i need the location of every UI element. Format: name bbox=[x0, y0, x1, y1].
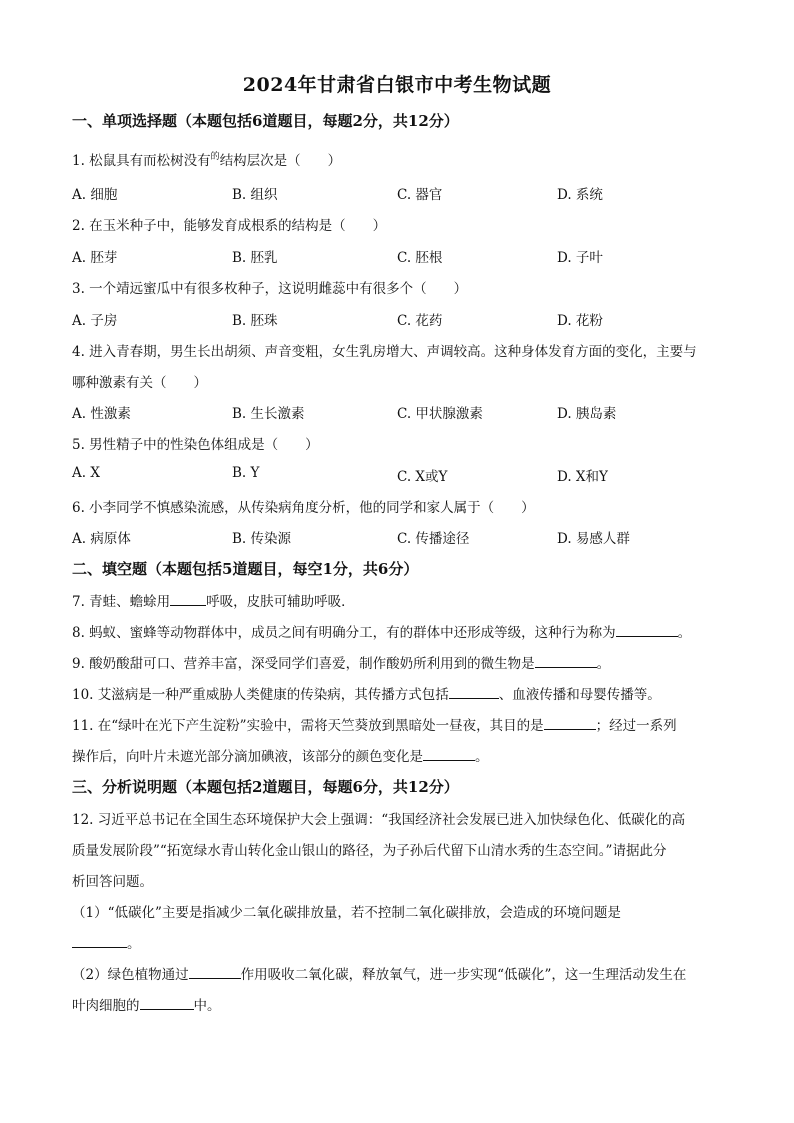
option-c[interactable]: C. 传播途径 bbox=[397, 531, 470, 547]
option-a[interactable]: A. X bbox=[72, 465, 100, 481]
question-10: 10. 艾滋病是一种严重威胁人类健康的传染病，其传播方式包括 、血液传播和母婴传播等。 bbox=[72, 687, 661, 703]
question-1-stem: 1. 松鼠具有而松树没有$^的$结构层次是（ ） bbox=[72, 152, 342, 169]
option-c[interactable]: C. 胚根 bbox=[397, 250, 443, 266]
option-d[interactable]: D. X和Y bbox=[557, 469, 608, 485]
answer-blank[interactable] bbox=[616, 624, 678, 637]
option-d[interactable]: D. 系统 bbox=[557, 187, 603, 203]
question-12-line3: 析回答问题。 bbox=[72, 874, 153, 890]
question-4-stem-line1: 4. 进入青春期，男生长出胡须、声音变粗，女生乳房增大、声调较高。这种身体发育方面的变化，主要与 bbox=[72, 344, 697, 360]
question-4-options bbox=[72, 402, 732, 422]
option-b[interactable]: B. Y bbox=[232, 465, 260, 481]
question-6-stem: 6. 小李同学不慎感染流感，从传染病角度分析，他的同学和家人属于（ ） bbox=[72, 500, 535, 516]
question-3-options bbox=[72, 309, 732, 329]
answer-blank[interactable] bbox=[449, 686, 499, 699]
question-5-options bbox=[72, 465, 732, 485]
question-12-part1: （1）“低碳化”主要是指减少二氧化碳排放量，若不控制二氧化碳排放，会造成的环境问题是 bbox=[72, 905, 621, 921]
option-a[interactable]: A. 性激素 bbox=[72, 406, 131, 422]
answer-blank[interactable] bbox=[72, 935, 127, 948]
section-heading-2: 二、填空题（本题包括5道题目，每空1分，共6分） bbox=[72, 560, 419, 578]
question-9: 9. 酸奶酸甜可口、营养丰富，深受同学们喜爱，制作酸奶所利用到的微生物是 。 bbox=[72, 656, 611, 672]
question-12-part2-line1: （2）绿色植物通过 作用吸收二氧化碳，释放氧气，进一步实现“低碳化”，这一生理活动发生在 bbox=[72, 967, 687, 983]
option-b[interactable]: B. 胚珠 bbox=[232, 313, 278, 329]
answer-blank[interactable] bbox=[544, 717, 596, 730]
question-6-options bbox=[72, 527, 732, 547]
question-12-line2: 质量发展阶段”“拓宽绿水青山转化金山银山的路径，为子孙后代留下山清水秀的生态空间。”请据此分 bbox=[72, 843, 667, 859]
question-5-stem: 5. 男性精子中的性染色体组成是（ ） bbox=[72, 437, 319, 453]
question-11-line2: 操作后，向叶片未遮光部分滴加碘液，该部分的颜色变化是 。 bbox=[72, 749, 489, 765]
question-1-options bbox=[72, 183, 732, 203]
option-b[interactable]: B. 组织 bbox=[232, 187, 278, 203]
option-b[interactable]: B. 胚乳 bbox=[232, 250, 278, 266]
answer-blank[interactable] bbox=[423, 748, 475, 761]
option-a[interactable]: A. 胚芽 bbox=[72, 250, 118, 266]
option-d[interactable]: D. 胰岛素 bbox=[557, 406, 617, 422]
option-c[interactable]: C. 甲状腺激素 bbox=[397, 406, 483, 422]
option-c[interactable]: C. 器官 bbox=[397, 187, 443, 203]
exam-title: 2024年甘肃省白银市中考生物试题 bbox=[242, 74, 552, 96]
option-d[interactable]: D. 花粉 bbox=[557, 313, 603, 329]
question-12-part1-answer: 。 bbox=[72, 932, 141, 952]
question-11-line1: 11. 在“绿叶在光下产生淀粉”实验中，需将天竺葵放到黑暗处一昼夜，其目的是 ；经过一系列 bbox=[72, 718, 677, 734]
question-7: 7. 青蛙、蟾蜍用 呼吸，皮肤可辅助呼吸． bbox=[72, 594, 355, 610]
question-4-stem-line2: 哪种激素有关（ ） bbox=[72, 375, 207, 391]
option-c[interactable]: C. X或Y bbox=[397, 469, 448, 485]
option-c[interactable]: C. 花药 bbox=[397, 313, 443, 329]
question-2-options bbox=[72, 246, 732, 266]
question-12-line1: 12. 习近平总书记在全国生态环境保护大会上强调：“我国经济社会发展已进入加快绿色化、低碳化的高 bbox=[72, 812, 686, 828]
question-12-part2-line2: 叶肉细胞的 中。 bbox=[72, 998, 221, 1014]
option-d[interactable]: D. 易感人群 bbox=[557, 531, 630, 547]
section-heading-1: 一、单项选择题（本题包括6道题目，每题2分，共12分） bbox=[72, 112, 459, 130]
option-b[interactable]: B. 传染源 bbox=[232, 531, 292, 547]
section-heading-3: 三、分析说明题（本题包括2道题目，每题6分，共12分） bbox=[72, 778, 459, 796]
question-3-stem: 3. 一个靖远蜜瓜中有很多枚种子，这说明雌蕊中有很多个（ ） bbox=[72, 281, 468, 297]
answer-blank[interactable] bbox=[140, 997, 194, 1010]
option-b[interactable]: B. 生长激素 bbox=[232, 406, 305, 422]
option-a[interactable]: A. 病原体 bbox=[72, 531, 131, 547]
option-a[interactable]: A. 子房 bbox=[72, 313, 118, 329]
answer-blank[interactable] bbox=[189, 966, 241, 979]
question-8: 8. 蚂蚁、蜜蜂等动物群体中，成员之间有明确分工，有的群体中还形成等级，这种行为称为 。 bbox=[72, 625, 692, 641]
question-2-stem: 2. 在玉米种子中，能够发育成根系的结构是（ ） bbox=[72, 218, 387, 234]
option-a[interactable]: A. 细胞 bbox=[72, 187, 118, 203]
option-d[interactable]: D. 子叶 bbox=[557, 250, 603, 266]
answer-blank[interactable] bbox=[535, 655, 597, 668]
answer-blank[interactable] bbox=[170, 593, 206, 606]
